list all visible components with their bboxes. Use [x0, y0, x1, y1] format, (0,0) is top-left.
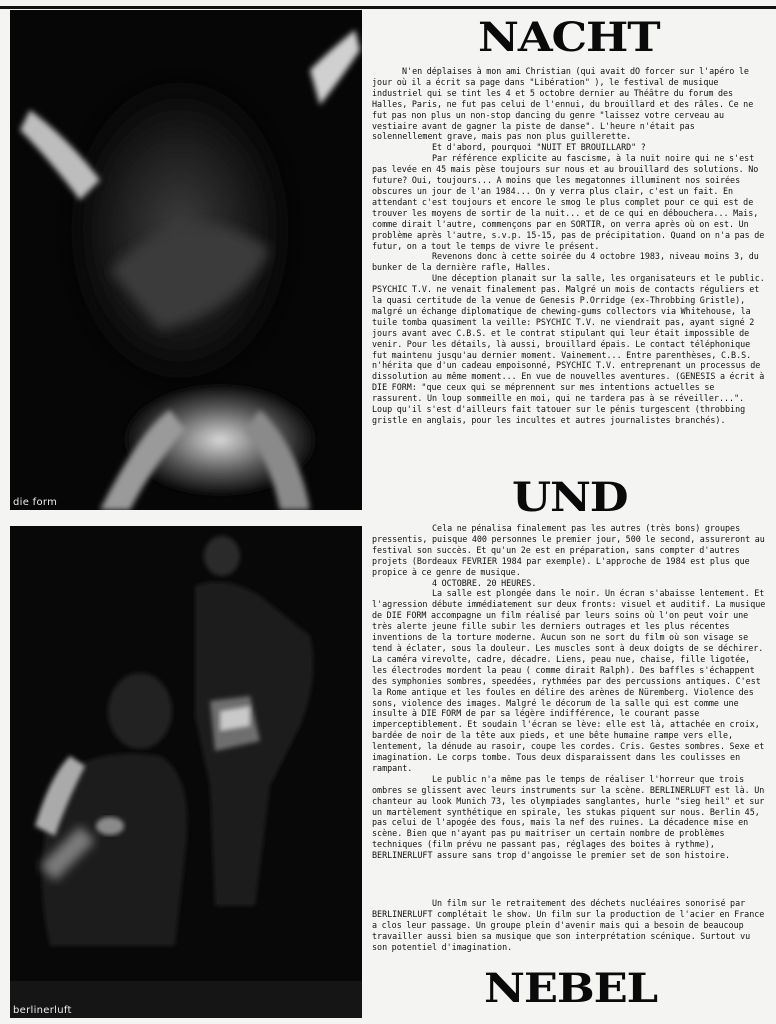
- article-part-3: [372, 898, 766, 953]
- paragraph: Un film sur le retraitement des déchets nucléaires sonorisé par BERLINERLUFT complétait le show. Un film sur la production de l'acier en France a clos leur passage. Un groupe plein d'avenir mais qui a besoin de beaucoup travailler aussi bien sa musique que son interprétation scénique. Surtout vu son potentiel d'imagination.: [372, 898, 765, 952]
- paragraph: N'en déplaises à mon ami Christian (qui avait dO forcer sur l'apéro le jour où il a écrit sa page dans "Libération" ), le festival de musique industriel qui se tint les 4 et 5 octobre dernier au Théâtre du forum des Halles, Paris, ne fut pas celui de l'ennui, du brouillard et des râles. Ce ne fut pas non plus un non-stop dancing du genre "laissez votre cerveau au vestiaire avant de gagner la piste de danse". L'heure n'était pas solennellement grave, mais pas non plus guillerette.: [372, 66, 754, 142]
- paragraph: 4 OCTOBRE. 20 HEURES.: [432, 577, 537, 588]
- top-rule: [0, 6, 776, 9]
- paragraph: Cela ne pénalisa finalement pas les autres (très bons) groupes pressentis, puisque 400 personnes le premier jour, 500 le second, assureront au festival son succès. Et qu'un 2e est en préparation, sans compter d'autres projets (Bordeaux FEVRIER 1984 par exemple). L'approche de 1984 est plus que propice à ce genre de musique.: [372, 523, 765, 577]
- paragraph: Par référence explicite au fascisme, à la nuit noire qui ne s'est pas levée en 45 mais pèse toujours sur nous et au brouillard des solutions. No future? Oui, toujours... A moins que les megatonnes illuminent nos soirées obscures un jour de l'an 1984... On y verra plus clair, c'est un fait. En attendant c'est toujours et encore le smog le plus complet pour ce qui est de trouver les moyens de sortir de la nuit... et de ce qui en débouchera... Mais, comme dirait l'autre, commençons par en SORTIR, on verra après où on est. Un problème après l'autre, s.v.p. 15-15, pas de précipitation. Quand on n'a pas de futur, on a tout le temps de vivre le présent.: [372, 153, 765, 251]
- paragraph: Revenons donc à cette soirée du 4 octobre 1983, niveau moins 3, du bunker de la dernière rafle, Halles.: [372, 251, 759, 273]
- photo-die-form: [10, 10, 362, 510]
- paragraph: Et d'abord, pourquoi "NUIT ET BROUILLARD" ?: [432, 142, 646, 153]
- headline-nebel: NEBEL: [484, 965, 658, 1012]
- photo-die-form-image: [10, 10, 362, 510]
- photo-caption-berlinerluft: berlinerluft: [13, 1005, 72, 1016]
- photo-berlinerluft-image: [10, 526, 362, 1018]
- article-part-1: [372, 66, 766, 426]
- photo-berlinerluft: [10, 526, 362, 1018]
- headline-und: UND: [512, 474, 628, 521]
- paragraph: La salle est plongée dans le noir. Un écran s'abaisse lentement. Et l'agression débute immédiatement sur deux fronts: visuel et auditif. La musique de DIE FORM accompagne un film réalisé par leurs soins où l'on peut voir une très alerte jeune fille subir les derniers outrages et les plus récentes inventions de la torture moderne. Aucun son ne sort du film où son visage se tend à éclater, sous la douleur. Les muscles sont à deux doigts de se déchirer. La caméra virevolte, cadre, décadre. Liens, peau nue, chaise, fille ligotée, les électrodes mordent la peau ( comme dirait Ralph). Des baffles s'échappent des symphonies sombres, speedées, rythmées par des percussions antiques. C'est la Rome antique et les foules en délire des arènes de Nüremberg. Violence des sons, violence des images. Malgré le décorum de la salle qui est comme une insulte à DIE FORM de par sa légère indifférence, le courant passe imperceptiblement. Et soudain l'écran se lève: elle est là, attachée en croix, bardée de noir de la tête aux pieds, et une bête humaine rampe vers elle, lentement, la dénude au rasoir, coupe les cordes. Cris. Gestes sombres. Sexe et imagination. Le corps tombe. Tous deux disparaissent dans les coulisses en rampant.: [372, 588, 766, 773]
- headline-nacht: NACHT: [478, 14, 660, 61]
- paragraph: Le public n'a même pas le temps de réaliser l'horreur que trois ombres se glissent avec leurs instruments sur la scène. BERLINERLUFT est là. Un chanteur au look Munich 73, les olympiades sanglantes, hurle "sieg heil" et sur un martèlement synthétique en spirale, les stukas piquent sur nous. Berlin 45, pas celui de l'apogée des fous, mais la nef des ruines. La décadence mise en scène. Bien que n'ayant pas pu maitriser un certain nombre de problèmes techniques (film prévu ne passant pas, réglages des boites à rythme), BERLINERLUFT assure sans trop d'angoisse le premier set de son histoire.: [372, 773, 765, 861]
- article-part-2: [372, 523, 766, 861]
- photo-caption-die-form: die form: [13, 497, 58, 508]
- paragraph: Une déception planait sur la salle, les organisateurs et le public. PSYCHIC T.V. ne venait finalement pas. Malgré un mois de contacts réguliers et la quasi certitude de la venue de Genesis P.Orridge (ex-Throbbing Gristle), malgré un échange diplomatique de chewing-gums collectors via Whitehouse, la tuile tomba quasiment la veille: PSYCHIC T.V. ne viendrait pas, ayant signé 2 jours avant avec C.B.S. et le contrat stipulant qui leur était impossible de venir. Pour les détails, là aussi, brouillard épais. Le contact téléphonique fut maintenu jusqu'au dernier moment. Vainement... Entre parenthèses, C.B.S. n'hérita que d'un cadeau empoisonné, PSYCHIC T.V. entreprenant un processus de dissolution au même moment... En vue de nouvelles aventures. (GENESIS a écrit à DIE FORM: "que ceux qui se méprennent sur mes intentions actuelles se rassurent. Un loup sommeille en moi, qui ne tardera pas à se réveiller...". Loup qu'il s'est d'ailleurs fait tatouer sur le pénis turgescent (throbbing gristle en anglais, pour les incultes et autres journalistes branchés).: [372, 273, 765, 425]
